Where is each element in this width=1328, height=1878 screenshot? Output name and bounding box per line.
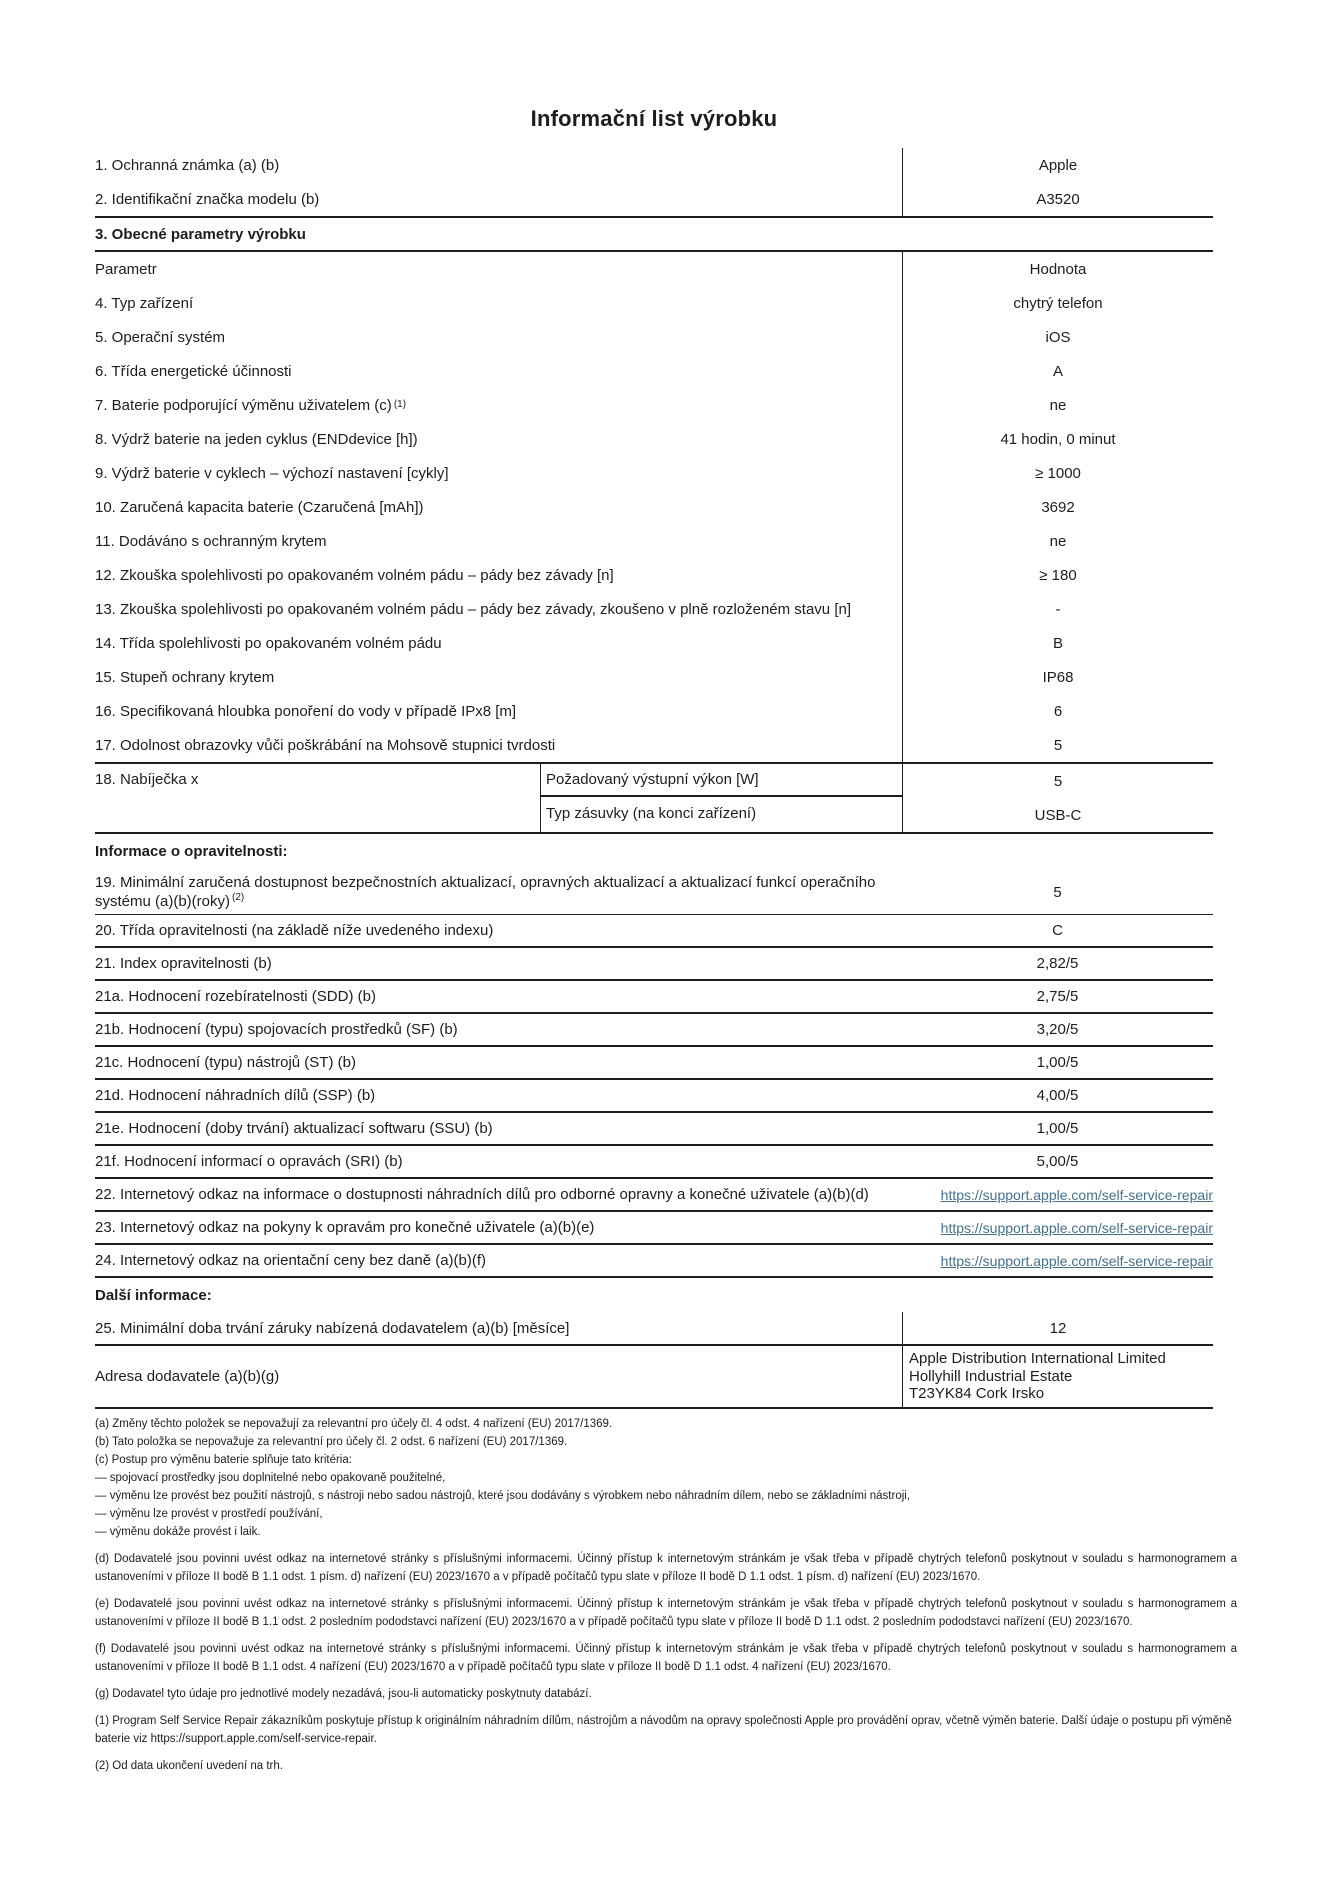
address-line: Apple Distribution International Limited xyxy=(909,1350,1166,1367)
table-row xyxy=(95,558,1213,592)
table-row xyxy=(95,1312,1213,1346)
row-label: 5. Operační systém xyxy=(95,328,226,346)
footnote: (b) Tato položka se nepovažuje za relevantní pro účely čl. 2 odst. 6 nařízení (EU) 2017/1369. xyxy=(95,1435,568,1448)
self-service-repair-link[interactable]: https://support.apple.com/self-service-repair xyxy=(940,1186,1213,1203)
footnote: (2) Od data ukončení uvedení na trh. xyxy=(95,1759,283,1772)
charger-sub-labels xyxy=(540,764,902,832)
table-row xyxy=(95,694,1213,728)
row-label: 7. Baterie podporující výměnu uživatelem (c) (1) xyxy=(95,396,407,414)
row-label: 1. Ochranná známka (a) (b) xyxy=(95,156,280,174)
table-row xyxy=(95,1080,1213,1113)
row-value: ne xyxy=(902,388,1213,422)
footnote: — výměnu lze provést v prostředí používání, xyxy=(95,1507,323,1520)
footnote: — výměnu dokáže provést i laik. xyxy=(95,1525,261,1538)
row-label: Adresa dodavatele (a)(b)(g) xyxy=(95,1367,280,1385)
row-value: A3520 xyxy=(902,182,1213,216)
row-label: 19. Minimální zaručená dostupnost bezpečnostních aktualizací, opravných aktualizací a aktualizací funkcí operačního systému (a)(b)(roky) $^{(2)}$ xyxy=(95,874,876,910)
row-label: 10. Zaručená kapacita baterie (Czaručená [mAh]) xyxy=(95,498,424,516)
column-header-row xyxy=(95,252,1213,286)
table-row-19 xyxy=(95,868,1213,915)
table-row xyxy=(95,524,1213,558)
row-label: 20. Třída opravitelnosti (na základě níže uvedeného indexu) xyxy=(95,922,494,939)
row-value: 5 xyxy=(1053,883,1062,901)
column-header-param: Parametr xyxy=(95,260,157,278)
self-service-repair-link[interactable]: https://support.apple.com/self-service-repair xyxy=(940,1252,1213,1269)
address-line: Hollyhill Industrial Estate xyxy=(909,1367,1073,1385)
table-row xyxy=(95,981,1213,1014)
row-value: 3,20/5 xyxy=(1036,1021,1079,1038)
row-label: 24. Internetový odkaz na orientační ceny bez daně (a)(b)(f) xyxy=(95,1252,487,1269)
table-row xyxy=(95,915,1213,948)
row-value: iOS xyxy=(902,320,1213,354)
table-row xyxy=(95,490,1213,524)
row-label: 13. Zkouška spolehlivosti po opakovaném volném pádu – pády bez závady, zkoušeno v plně rozloženém stavu [n] xyxy=(95,600,851,618)
row-label: 21e. Hodnocení (doby trvání) aktualizací softwaru (SSU) (b) xyxy=(95,1120,493,1137)
footnote: (a) Změny těchto položek se nepovažují za relevantní pro účely čl. 4 odst. 4 nařízení (EU) 2017/1369. xyxy=(95,1417,613,1430)
column-header-value: Hodnota xyxy=(902,252,1213,286)
supplier-address-row xyxy=(95,1346,1213,1409)
row-label: 21d. Hodnocení náhradních dílů (SSP) (b) xyxy=(95,1087,376,1104)
row-label: 21. Index opravitelnosti (b) xyxy=(95,955,272,972)
row-label: 9. Výdrž baterie v cyklech – výchozí nastavení [cykly] xyxy=(95,464,449,482)
charger-row xyxy=(95,762,1213,834)
row-label: 21a. Hodnocení rozebíratelnosti (SDD) (b) xyxy=(95,988,376,1005)
table-row xyxy=(95,660,1213,694)
section-heading-general: 3. Obecné parametry výrobku xyxy=(95,218,1213,252)
row-label: 16. Specifikovaná hloubka ponoření do vody v případě IPx8 [m] xyxy=(95,702,517,720)
table-row xyxy=(95,1245,1213,1278)
table-row xyxy=(95,422,1213,456)
row-label: 4. Typ zařízení xyxy=(95,294,194,312)
row-value: 2,82/5 xyxy=(1036,955,1079,972)
row-value: 12 xyxy=(902,1312,1213,1344)
address-line: T23YK84 Cork Irsko xyxy=(909,1385,1045,1402)
footnote-paragraph: (d) Dodavatelé jsou povinni uvést odkaz na internetové stránky s příslušnými informacemi. Účinný přístup k internetovým stránkám je však třeba v případě chytrých telefonů poskytnout v souladu s harmonogramem a ustanoveními v příloze II bodě B 1.1 odst. 1 písm. d) nařízení (EU) 2023/1670 a v případě počítačů typu slate v příloze II bodě D 1.1 odst. 1 písm. d) nařízení (EU) 2023/1670. xyxy=(95,1552,1237,1583)
row-value: 5,00/5 xyxy=(1036,1153,1079,1170)
row-label: 12. Zkouška spolehlivosti po opakovaném volném pádu – pády bez závady [n] xyxy=(95,566,614,584)
footnote: (c) Postup pro výměnu baterie splňuje tato kritéria: xyxy=(95,1453,352,1466)
row-value: 41 hodin, 0 minut xyxy=(902,422,1213,456)
sheet-content xyxy=(95,0,1213,1409)
row-label: 21f. Hodnocení informací o opravách (SRI) (b) xyxy=(95,1153,403,1170)
general-parameters-block xyxy=(95,252,1213,834)
table-row xyxy=(95,1113,1213,1146)
footnote: (1) Program Self Service Repair zákazníkům poskytuje přístup k originálním náhradním dílům, nástrojům a návodům na opravy společnosti Apple pro provádění oprav, včetně výměn baterie. Další údaje o postupu při výměně baterie viz https://support.apple.com/self-service-repair. xyxy=(95,1714,1232,1745)
table-row xyxy=(95,728,1213,762)
row-value: A xyxy=(902,354,1213,388)
supplier-address xyxy=(902,1346,1213,1407)
footnotes xyxy=(95,1415,1237,1775)
self-service-repair-link[interactable]: https://support.apple.com/self-service-repair xyxy=(940,1219,1213,1236)
footnote-paragraph: (e) Dodavatelé jsou povinni uvést odkaz na internetové stránky s příslušnými informacemi. Účinný přístup k internetovým stránkám je však třeba v případě chytrých telefonů poskytnout v souladu s harmonogramem a ustanoveními v příloze II bodě B 1.1 odst. 2 posledním pododstavci nařízení (EU) 2023/1670 a v případě počítačů typu slate v příloze II bodě D 1.1 odst. 2 posledním pododstavci nařízení (EU) 2023/1670. xyxy=(95,1597,1237,1628)
row-label: 11. Dodáváno s ochranným krytem xyxy=(95,532,327,550)
row-value: 1,00/5 xyxy=(1036,1120,1079,1137)
row-label: 18. Nabíječka x xyxy=(95,771,199,788)
table-row xyxy=(95,182,1213,216)
row-label: 8. Výdrž baterie na jeden cyklus (ENDdevice [h]) xyxy=(95,430,418,448)
table-row xyxy=(95,1146,1213,1179)
table-row xyxy=(95,148,1213,182)
row-value: C xyxy=(1052,922,1063,939)
table-row xyxy=(95,948,1213,981)
footnote-paragraph: (f) Dodavatelé jsou povinni uvést odkaz na internetové stránky s příslušnými informacemi. Účinný přístup k internetovým stránkám je však třeba v případě chytrých telefonů poskytnout v souladu s harmonogramem a ustanoveními v příloze II bodě B 1.1 odst. 4 nařízení (EU) 2023/1670 a v případě počítačů typu slate v příloze II bodě D 1.1 odst. 4 nařízení (EU) 2023/1670. xyxy=(95,1642,1237,1673)
sub-row-label: Požadovaný výstupní výkon [W] xyxy=(541,764,902,797)
table-row xyxy=(95,1212,1213,1245)
table-row xyxy=(95,1047,1213,1080)
row-value: chytrý telefon xyxy=(902,286,1213,320)
row-label: 17. Odolnost obrazovky vůči poškrábání na Mohsově stupnici tvrdosti xyxy=(95,736,556,754)
row-label: 6. Třída energetické účinnosti xyxy=(95,362,292,380)
row-value: 1,00/5 xyxy=(1036,1054,1079,1071)
row-label: 22. Internetový odkaz na informace o dostupnosti náhradních dílů pro odborné opravny a konečné uživatele (a)(b)(d) xyxy=(95,1186,869,1203)
row-label: 14. Třída spolehlivosti po opakovaném volném pádu xyxy=(95,634,442,652)
table-row xyxy=(95,1014,1213,1047)
row-value: ne xyxy=(902,524,1213,558)
table-row xyxy=(95,456,1213,490)
table-row xyxy=(95,626,1213,660)
footnote: (g) Dodavatel tyto údaje pro jednotlivé modely nezadává, jsou-li automaticky poskytnuty databází. xyxy=(95,1687,592,1700)
row-value: 2,75/5 xyxy=(1036,988,1079,1005)
row-value: ≥ 1000 xyxy=(902,456,1213,490)
page-title: Informační list výrobku xyxy=(530,106,778,131)
table-row xyxy=(95,286,1213,320)
row-label: 15. Stupeň ochrany krytem xyxy=(95,668,275,686)
row-value: 4,00/5 xyxy=(1036,1087,1079,1104)
row-label: 23. Internetový odkaz na pokyny k opravám pro konečné uživatele (a)(b)(e) xyxy=(95,1219,595,1236)
row-value: 3692 xyxy=(902,490,1213,524)
identification-block xyxy=(95,148,1213,218)
row-value: 6 xyxy=(902,694,1213,728)
footnote-reference: (2) xyxy=(232,892,245,903)
sub-row-label: Typ zásuvky (na konci zařízení) xyxy=(546,805,757,822)
charger-sub-values xyxy=(902,764,1213,832)
row-value: IP68 xyxy=(902,660,1213,694)
table-row xyxy=(95,354,1213,388)
sub-row-value: 5 xyxy=(1053,773,1063,790)
row-value: Apple xyxy=(902,148,1213,182)
footnote: — výměnu lze provést bez použití nástrojů, s nástroji nebo sadou nástrojů, které jsou dodávány s výrobkem nebo náhradním dílem, nebo se základními nástroji, xyxy=(95,1489,911,1502)
row-value: B xyxy=(902,626,1213,660)
section-heading-more-info: Další informace: xyxy=(95,1286,212,1304)
sub-row-value: USB-C xyxy=(1034,807,1082,824)
table-row xyxy=(95,320,1213,354)
table-row xyxy=(95,388,1213,422)
table-row xyxy=(95,1179,1213,1212)
row-value: 5 xyxy=(902,728,1213,762)
row-value: - xyxy=(902,592,1213,626)
table-row xyxy=(95,592,1213,626)
row-label: 25. Minimální doba trvání záruky nabízená dodavatelem (a)(b) [měsíce] xyxy=(95,1319,570,1337)
section-heading-repairability: Informace o opravitelnosti: xyxy=(95,842,288,860)
row-value: ≥ 180 xyxy=(902,558,1213,592)
row-label: 21c. Hodnocení (typu) nástrojů (ST) (b) xyxy=(95,1054,356,1071)
footnote: — spojovací prostředky jsou doplnitelné nebo opakovaně použitelné, xyxy=(95,1471,446,1484)
row-label: 21b. Hodnocení (typu) spojovacích prostředků (SF) (b) xyxy=(95,1021,458,1038)
row-label: 2. Identifikační značka modelu (b) xyxy=(95,190,320,208)
